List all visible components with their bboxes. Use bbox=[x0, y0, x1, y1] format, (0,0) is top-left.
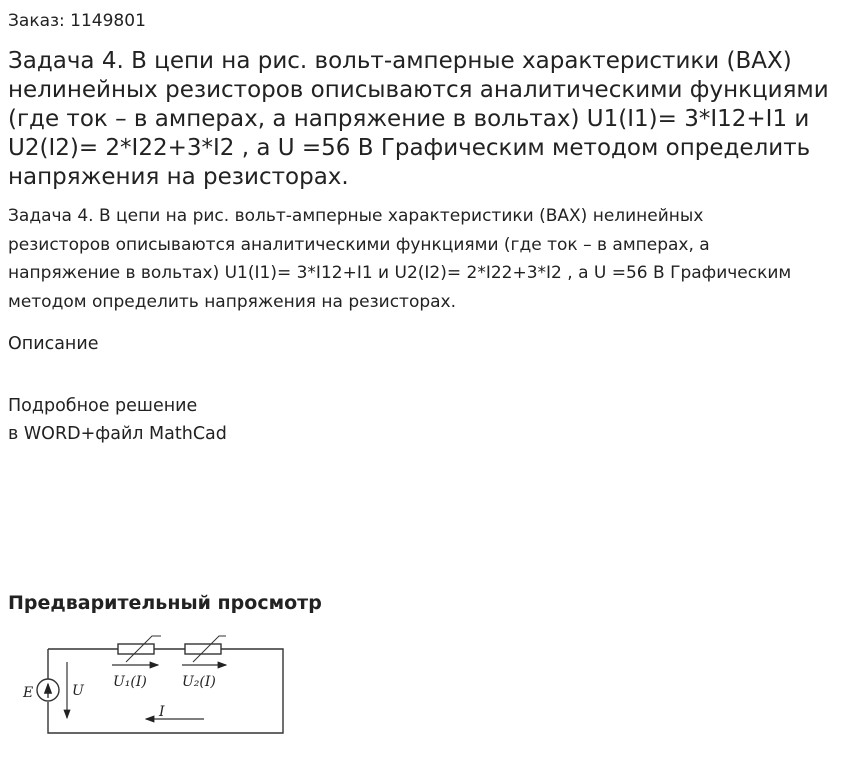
preview-heading: Предварительный просмотр bbox=[8, 592, 322, 614]
current-label: I bbox=[159, 704, 165, 720]
source-label: E bbox=[23, 685, 34, 701]
solution-line-2: в WORD+файл MathCad bbox=[8, 424, 227, 444]
task-title: Задача 4. В цепи на рис. вольт-амперные характеристики (ВАХ) нелинейных резисторов описываются аналитическими функциями (где ток – в амперах, а напряжение в вольтах) U1(I1)= 3*I12+I1 и U2(I2)= 2*I22+3*I2 , а U =56 В Графическим методом определить напряжения на резисторах. bbox=[8, 48, 829, 190]
u2-label: U₂(I) bbox=[182, 674, 216, 690]
voltage-label: U bbox=[72, 683, 84, 699]
description-label: Описание bbox=[8, 334, 99, 354]
task-description: Задача 4. В цепи на рис. вольт-амперные характеристики (ВАХ) нелинейных резисторов описываются аналитическими функциями (где ток – в амперах, а напряжение в вольтах) U1(I1)= 3*I12+I1 и U2(I2)= 2*I22+3*I2 , а U =56 В Графическим методом определить напряжения на резисторах. bbox=[8, 206, 792, 312]
order-number: Заказ: 1149801 bbox=[8, 11, 146, 31]
solution-line-1: Подробное решение bbox=[8, 396, 198, 416]
u1-label: U₁(I) bbox=[113, 674, 147, 690]
circuit-diagram bbox=[14, 632, 294, 742]
